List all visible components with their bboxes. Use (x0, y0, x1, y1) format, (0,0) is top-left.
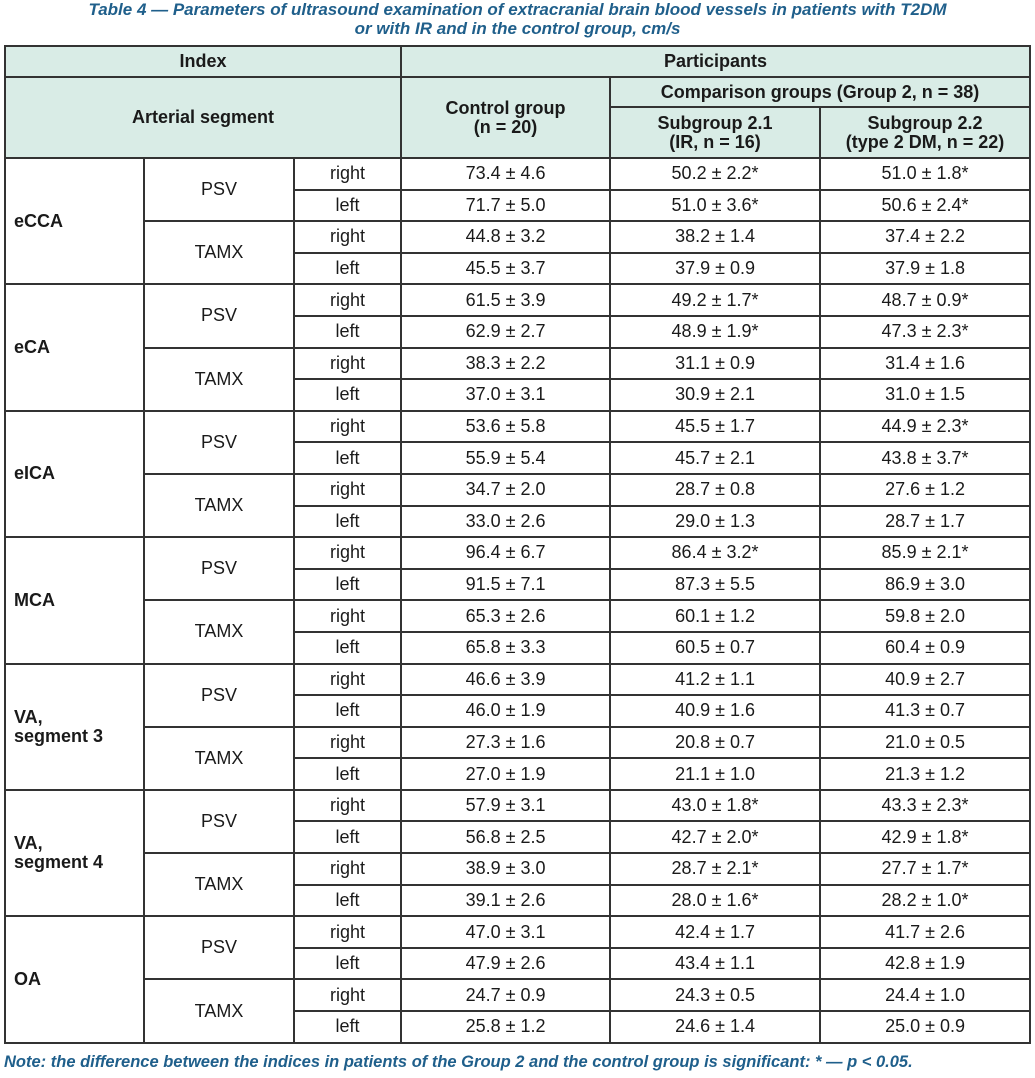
subgroup-2-2-value: 43.8 ± 3.7* (820, 442, 1030, 474)
subgroup-2-2-value: 86.9 ± 3.0 (820, 569, 1030, 601)
table-row (5, 284, 1030, 316)
segment-name-cell (5, 411, 144, 537)
side-label: left (294, 506, 401, 538)
side-label: left (294, 1011, 401, 1043)
side-label: left (294, 569, 401, 601)
subgroup-2-1-value: 43.4 ± 1.1 (610, 948, 820, 980)
subgroup-2-2-value: 25.0 ± 0.9 (820, 1011, 1030, 1043)
subgroup-2-2-n: (type 2 DM, n = 22) (845, 131, 1005, 152)
subgroup-2-1-value: 49.2 ± 1.7* (610, 284, 820, 316)
subgroup-2-2-header (820, 107, 1030, 158)
parameter-name: PSV (144, 664, 294, 727)
subgroup-2-2-value: 27.6 ± 1.2 (820, 474, 1030, 506)
subgroup-2-2-value: 37.4 ± 2.2 (820, 221, 1030, 253)
caption-line-1: Table 4 — Parameters of ultrasound examination of extracranial brain blood vessels in patients with T2DM (88, 0, 947, 19)
subgroup-2-2-value: 51.0 ± 1.8* (820, 158, 1030, 190)
subgroup-2-2-value: 28.7 ± 1.7 (820, 506, 1030, 538)
segment-name-cell (5, 664, 144, 790)
parameter-name: TAMX (144, 727, 294, 790)
side-label: right (294, 284, 401, 316)
segment-name-cell (5, 916, 144, 1042)
side-label: right (294, 600, 401, 632)
segment-name: eCA (14, 337, 51, 358)
subgroup-2-2-value: 44.9 ± 2.3* (820, 411, 1030, 443)
subgroup-2-1-value: 42.4 ± 1.7 (610, 916, 820, 948)
side-label: left (294, 821, 401, 853)
control-value: 73.4 ± 4.6 (401, 158, 610, 190)
subgroup-2-1-value: 48.9 ± 1.9* (610, 316, 820, 348)
parameter-name: TAMX (144, 348, 294, 411)
table-row (5, 727, 1030, 759)
subgroup-2-2-value: 59.8 ± 2.0 (820, 600, 1030, 632)
subgroup-2-2-value: 37.9 ± 1.8 (820, 253, 1030, 285)
subgroup-2-2-value: 40.9 ± 2.7 (820, 664, 1030, 696)
subgroup-2-1-value: 30.9 ± 2.1 (610, 379, 820, 411)
segment-name-cell (5, 790, 144, 916)
side-label: right (294, 853, 401, 885)
participants-header: Participants (401, 46, 1030, 77)
table-row (5, 916, 1030, 948)
table-row (5, 600, 1030, 632)
control-value: 46.6 ± 3.9 (401, 664, 610, 696)
control-value: 71.7 ± 5.0 (401, 190, 610, 222)
control-value: 39.1 ± 2.6 (401, 885, 610, 917)
parameter-name: TAMX (144, 221, 294, 284)
parameter-name: TAMX (144, 979, 294, 1042)
side-label: right (294, 348, 401, 380)
control-value: 96.4 ± 6.7 (401, 537, 610, 569)
control-value: 45.5 ± 3.7 (401, 253, 610, 285)
subgroup-2-1-value: 45.7 ± 2.1 (610, 442, 820, 474)
side-label: left (294, 948, 401, 980)
subgroup-2-1-label: Subgroup 2.1 (657, 112, 773, 133)
table-row (5, 537, 1030, 569)
segment-name: VA, (14, 833, 43, 854)
control-value: 27.3 ± 1.6 (401, 727, 610, 759)
subgroup-2-1-value: 21.1 ± 1.0 (610, 758, 820, 790)
side-label: right (294, 727, 401, 759)
subgroup-2-1-value: 28.7 ± 2.1* (610, 853, 820, 885)
control-value: 38.3 ± 2.2 (401, 348, 610, 380)
subgroup-2-2-value: 48.7 ± 0.9* (820, 284, 1030, 316)
table-row (5, 979, 1030, 1011)
table-row (5, 790, 1030, 822)
subgroup-2-2-label: Subgroup 2.2 (867, 112, 983, 133)
segment-name: eCCA (14, 210, 64, 231)
subgroup-2-1-value: 40.9 ± 1.6 (610, 695, 820, 727)
subgroup-2-1-header (610, 107, 820, 158)
subgroup-2-1-value: 42.7 ± 2.0* (610, 821, 820, 853)
subgroup-2-2-value: 41.7 ± 2.6 (820, 916, 1030, 948)
subgroup-2-2-value: 24.4 ± 1.0 (820, 979, 1030, 1011)
subgroup-2-1-value: 31.1 ± 0.9 (610, 348, 820, 380)
control-value: 91.5 ± 7.1 (401, 569, 610, 601)
table-row (5, 348, 1030, 380)
side-label: right (294, 221, 401, 253)
control-value: 47.9 ± 2.6 (401, 948, 610, 980)
subgroup-2-1-value: 28.7 ± 0.8 (610, 474, 820, 506)
parameter-name: PSV (144, 284, 294, 347)
subgroup-2-1-value: 28.0 ± 1.6* (610, 885, 820, 917)
side-label: right (294, 979, 401, 1011)
table-row (5, 664, 1030, 696)
caption-line-2: or with IR and in the control group, cm/s (354, 19, 681, 38)
control-value: 55.9 ± 5.4 (401, 442, 610, 474)
parameter-name: PSV (144, 916, 294, 979)
subgroup-2-2-value: 85.9 ± 2.1* (820, 537, 1030, 569)
subgroup-2-2-value: 60.4 ± 0.9 (820, 632, 1030, 664)
control-group-header (401, 77, 610, 158)
control-value: 37.0 ± 3.1 (401, 379, 610, 411)
side-label: right (294, 158, 401, 190)
side-label: left (294, 695, 401, 727)
segment-name: MCA (14, 589, 55, 610)
subgroup-2-1-value: 20.8 ± 0.7 (610, 727, 820, 759)
results-table (4, 45, 1031, 1044)
subgroup-2-1-n: (IR, n = 16) (669, 131, 761, 152)
side-label: left (294, 442, 401, 474)
subgroup-2-1-value: 43.0 ± 1.8* (610, 790, 820, 822)
segment-name: OA (14, 968, 41, 989)
subgroup-2-2-value: 31.4 ± 1.6 (820, 348, 1030, 380)
subgroup-2-1-value: 29.0 ± 1.3 (610, 506, 820, 538)
subgroup-2-2-value: 41.3 ± 0.7 (820, 695, 1030, 727)
segment-name: segment 3 (14, 725, 104, 746)
side-label: right (294, 790, 401, 822)
table-body (5, 158, 1030, 1043)
parameter-name: PSV (144, 537, 294, 600)
segment-name: eICA (14, 463, 56, 484)
subgroup-2-2-value: 47.3 ± 2.3* (820, 316, 1030, 348)
index-header: Index (5, 46, 401, 77)
parameter-name: TAMX (144, 474, 294, 537)
subgroup-2-2-value: 28.2 ± 1.0* (820, 885, 1030, 917)
segment-name-cell (5, 284, 144, 410)
control-value: 44.8 ± 3.2 (401, 221, 610, 253)
subgroup-2-1-value: 87.3 ± 5.5 (610, 569, 820, 601)
control-value: 61.5 ± 3.9 (401, 284, 610, 316)
side-label: right (294, 537, 401, 569)
subgroup-2-1-value: 24.6 ± 1.4 (610, 1011, 820, 1043)
segment-name-cell (5, 537, 144, 663)
side-label: right (294, 916, 401, 948)
control-value: 65.8 ± 3.3 (401, 632, 610, 664)
footnote: Note: the difference between the indices in patients of the Group 2 and the control group is significant: * — p < 0.05. (4, 1053, 913, 1071)
side-label: left (294, 379, 401, 411)
control-value: 34.7 ± 2.0 (401, 474, 610, 506)
comparison-groups-header: Comparison groups (Group 2, n = 38) (610, 77, 1030, 107)
parameter-name: PSV (144, 790, 294, 853)
subgroup-2-1-value: 37.9 ± 0.9 (610, 253, 820, 285)
side-label: right (294, 411, 401, 443)
control-group-n: (n = 20) (473, 116, 538, 137)
control-value: 24.7 ± 0.9 (401, 979, 610, 1011)
subgroup-2-1-value: 45.5 ± 1.7 (610, 411, 820, 443)
control-value: 27.0 ± 1.9 (401, 758, 610, 790)
subgroup-2-2-value: 21.0 ± 0.5 (820, 727, 1030, 759)
segment-name: VA, (14, 706, 43, 727)
table-row (5, 474, 1030, 506)
subgroup-2-2-value: 31.0 ± 1.5 (820, 379, 1030, 411)
control-value: 25.8 ± 1.2 (401, 1011, 610, 1043)
control-value: 56.8 ± 2.5 (401, 821, 610, 853)
parameter-name: PSV (144, 158, 294, 221)
parameter-name: TAMX (144, 600, 294, 663)
subgroup-2-1-value: 41.2 ± 1.1 (610, 664, 820, 696)
control-value: 38.9 ± 3.0 (401, 853, 610, 885)
subgroup-2-2-value: 42.8 ± 1.9 (820, 948, 1030, 980)
side-label: left (294, 253, 401, 285)
table-row (5, 158, 1030, 190)
subgroup-2-2-value: 27.7 ± 1.7* (820, 853, 1030, 885)
control-value: 57.9 ± 3.1 (401, 790, 610, 822)
subgroup-2-1-value: 86.4 ± 3.2* (610, 537, 820, 569)
subgroup-2-1-value: 60.5 ± 0.7 (610, 632, 820, 664)
control-value: 62.9 ± 2.7 (401, 316, 610, 348)
subgroup-2-2-value: 43.3 ± 2.3* (820, 790, 1030, 822)
parameter-name: TAMX (144, 853, 294, 916)
table-row (5, 853, 1030, 885)
side-label: left (294, 632, 401, 664)
subgroup-2-1-value: 51.0 ± 3.6* (610, 190, 820, 222)
subgroup-2-1-value: 50.2 ± 2.2* (610, 158, 820, 190)
subgroup-2-1-value: 24.3 ± 0.5 (610, 979, 820, 1011)
control-value: 53.6 ± 5.8 (401, 411, 610, 443)
table-row (5, 411, 1030, 443)
control-value: 65.3 ± 2.6 (401, 600, 610, 632)
subgroup-2-2-value: 21.3 ± 1.2 (820, 758, 1030, 790)
parameter-name: PSV (144, 411, 294, 474)
side-label: left (294, 758, 401, 790)
subgroup-2-2-value: 42.9 ± 1.8* (820, 821, 1030, 853)
subgroup-2-1-value: 38.2 ± 1.4 (610, 221, 820, 253)
side-label: right (294, 664, 401, 696)
side-label: right (294, 474, 401, 506)
subgroup-2-1-value: 60.1 ± 1.2 (610, 600, 820, 632)
control-value: 33.0 ± 2.6 (401, 506, 610, 538)
control-value: 47.0 ± 3.1 (401, 916, 610, 948)
side-label: left (294, 885, 401, 917)
side-label: left (294, 316, 401, 348)
segment-name-cell (5, 158, 144, 284)
control-value: 46.0 ± 1.9 (401, 695, 610, 727)
subgroup-2-2-value: 50.6 ± 2.4* (820, 190, 1030, 222)
side-label: left (294, 190, 401, 222)
table-row (5, 221, 1030, 253)
arterial-segment-header: Arterial segment (5, 77, 401, 158)
control-group-label: Control group (445, 97, 566, 118)
segment-name: segment 4 (14, 852, 104, 873)
